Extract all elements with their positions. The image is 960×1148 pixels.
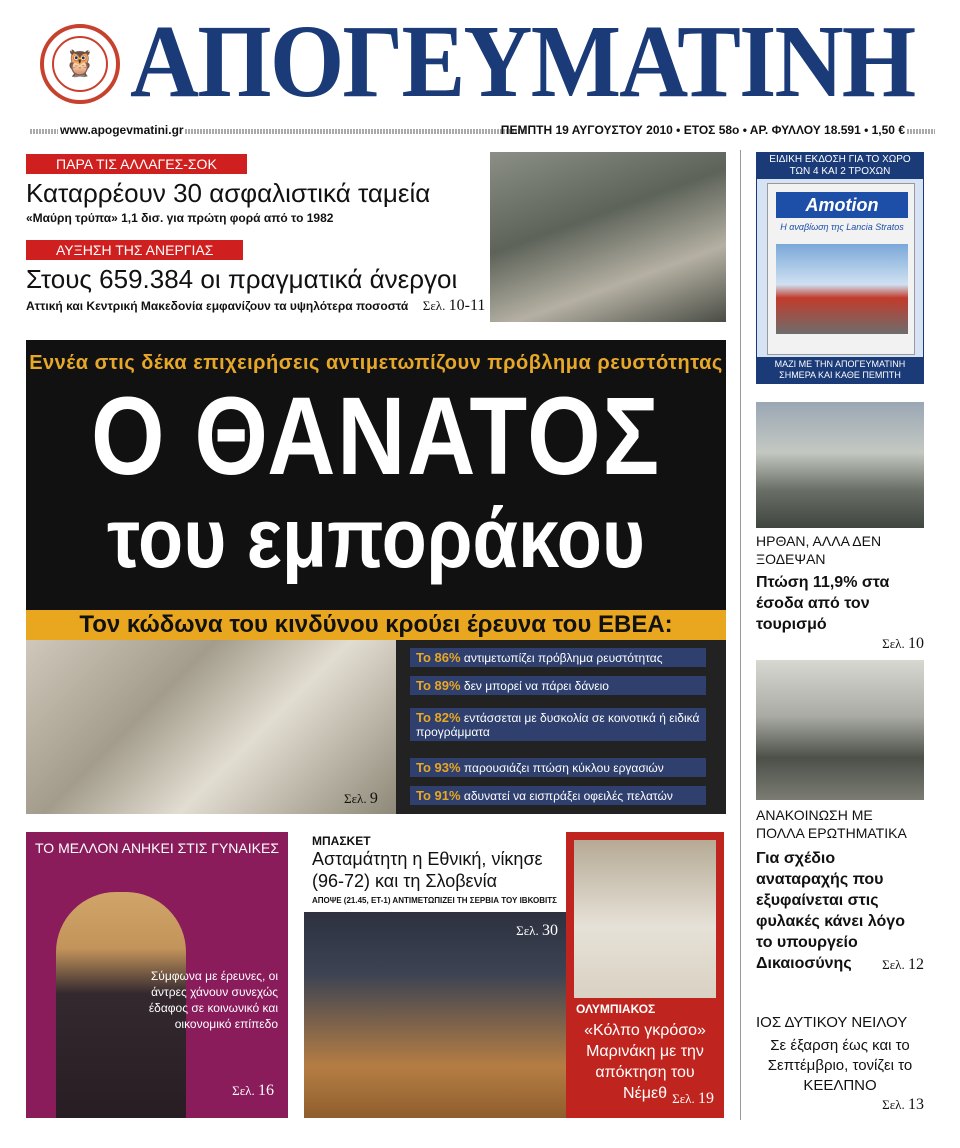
story-upper: ΙΟΣ ΔΥΤΙΚΟΥ ΝΕΙΛΟΥ (756, 1014, 908, 1031)
stat-row: Το 86% αντιμετωπίζει πρόβλημα ρευστότητας (410, 648, 706, 667)
chained-door-photo (26, 640, 396, 814)
story-subhead: «Μαύρη τρύπα» 1,1 δισ. για πρώτη φορά από το 1982 (26, 211, 334, 225)
basketball-photo (304, 912, 566, 1118)
stat-row: Το 91% αδυνατεί να εισπράξει οφειλές πελατών (410, 786, 706, 805)
page-ref: Σελ. 10-11 (422, 297, 486, 314)
story-pension[interactable] (26, 154, 430, 225)
basket-kicker: ΜΠΑΣΚΕΤ (312, 834, 371, 848)
story-tag: ΑΥΞΗΣΗ ΤΗΣ ΑΝΕΡΓΙΑΣ (26, 240, 243, 260)
masthead (40, 4, 930, 119)
page-ref: Σελ. 30 (516, 922, 558, 939)
page-ref: Σελ. 16 (232, 1082, 274, 1099)
page-ref: Σελ. 13 (882, 1096, 924, 1113)
car-photo (776, 244, 908, 334)
magazine-subtitle: Η αναβίωση της Lancia Stratos (780, 222, 904, 232)
story-unemployment[interactable] (26, 240, 485, 315)
story-women[interactable] (26, 832, 288, 1118)
main-story[interactable] (26, 340, 726, 610)
main-title-line1: Ο ΘΑΝΑΤΟΣ (91, 375, 661, 498)
dateline-bar (30, 120, 935, 142)
basket-headline[interactable]: Ασταμάτητη η Εθνική, νίκησε (96-72) και τη Σλοβενία (312, 849, 543, 891)
page-ref: Σελ. 9 (344, 790, 378, 807)
page-ref: Σελ. 12 (882, 956, 924, 973)
basket-subhead: ΑΠΟΨΕ (21.45, ΕΤ-1) ΑΝΤΙΜΕΤΩΠΙΖΕΙ ΤΗ ΣΕΡΒΙΑ ΤΟΥ ΙΒΚΟΒΙΤΣ (312, 896, 557, 905)
story-text: Σύμφωνα με έρευνες, οι άντρες χάνουν συνεχώς έδαφος σε κοινωνικό και οικονομικό επίπεδο (148, 969, 278, 1031)
story-headline: «Κόλπο γκρόσο» Μαρινάκη με την απόκτηση του Νέμεθ (584, 1022, 706, 1102)
story-headline: Καταρρέουν 30 ασφαλιστικά ταμεία (26, 178, 431, 208)
main-title-line2: του εμποράκου (107, 491, 645, 585)
story-upper: ΑΝΑΚΟΙΝΩΣΗ ΜΕ ΠΟΛΛΑ ΕΡΩΤΗΜΑΤΙΚΑ (756, 807, 907, 841)
story-olympiakos[interactable] (566, 832, 724, 1118)
main-kicker: Εννέα στις δέκα επιχειρήσεις αντιμετωπίζουν πρόβλημα ρευστότητας (29, 352, 723, 374)
page-ref: Σελ. 10 (882, 635, 924, 652)
newspaper-title: ΑΠΟΓΕΥΜΑΤΙΝΗ (130, 4, 915, 119)
issue-date: ΠΕΜΠΤΗ 19 ΑΥΓΟΥΣΤΟΥ 2010 • ΕΤΟΣ 58ο • ΑΡ. ΦΥΛΛΟΥ 18.591 • 1,50 € (500, 123, 905, 137)
story-upper: ΗΡΘΑΝ, ΑΛΛΑ ΔΕΝ ΞΟΔΕΨΑΝ (756, 533, 882, 567)
magazine-title: Amotion (776, 192, 908, 218)
promo-bottom: ΜΑΖΙ ΜΕ ΤΗΝ ΑΠΟΓΕΥΜΑΤΙΝΗ ΣΗΜΕΡΑ ΚΑΙ ΚΑΘΕ ΠΕΜΠΤΗ (757, 357, 923, 383)
stat-row: Το 82% εντάσσεται με δυσκολία σε κοινοτικά ή ειδικά προγράμματα (410, 708, 706, 741)
story-nile[interactable] (756, 1014, 924, 1114)
story-body: Σε έξαρση έως και το Σεπτέμβριο, τονίζει το ΚΕΕΛΠΝΟ (767, 1037, 913, 1094)
promo-top: ΕΙΔΙΚΗ ΕΚΔΟΣΗ ΓΙΑ ΤΟ ΧΩΡΟ ΤΩΝ 4 ΚΑΙ 2 ΤΡΟΧΩΝ (757, 153, 923, 179)
player-photo (574, 840, 716, 998)
page-ref: Σελ. 19 (672, 1090, 714, 1107)
story-kicker: ΟΛΥΜΠΙΑΚΟΣ (576, 1002, 656, 1016)
story-tourism[interactable] (756, 532, 924, 653)
story-headline: Για σχέδιο αναταραχής που εξυφαίνεται στις φυλακές κάνει λόγο το υπουργείο Δικαιοσύνης (756, 850, 905, 972)
story-title: ΤΟ ΜΕΛΛΟΝ ΑΝΗΚΕΙ ΣΤΙΣ ΓΥΝΑΙΚΕΣ (35, 840, 279, 856)
story-tag: ΠΑΡΑ ΤΙΣ ΑΛΛΑΓΕΣ-ΣΟΚ (26, 154, 247, 174)
protesters-photo (490, 152, 726, 322)
tourists-photo (756, 402, 924, 528)
website-link[interactable]: www.apogevmatini.gr (60, 123, 184, 137)
story-headline: Πτώση 11,9% στα έσοδα από τον τουρισμό (756, 574, 890, 633)
story-subhead: Αττική και Κεντρική Μακεδονία εμφανίζουν τα υψηλότερα ποσοστά (26, 299, 409, 313)
motion-promo[interactable] (756, 152, 924, 384)
owl-logo-icon: 🦉 (40, 24, 120, 104)
stat-row: Το 93% παρουσιάζει πτώση κύκλου εργασιών (410, 758, 706, 777)
story-prisons[interactable] (756, 806, 924, 974)
prison-photo (756, 660, 924, 800)
stat-row: Το 89% δεν μπορεί να πάρει δάνειο (410, 676, 706, 695)
survey-banner: Τον κώδωνα του κινδύνου κρούει έρευνα του ΕΒΕΑ: (26, 610, 726, 640)
survey-stats (396, 640, 726, 814)
magazine-cover (767, 183, 915, 355)
story-headline: Στους 659.384 οι πραγματικά άνεργοι (26, 264, 458, 294)
